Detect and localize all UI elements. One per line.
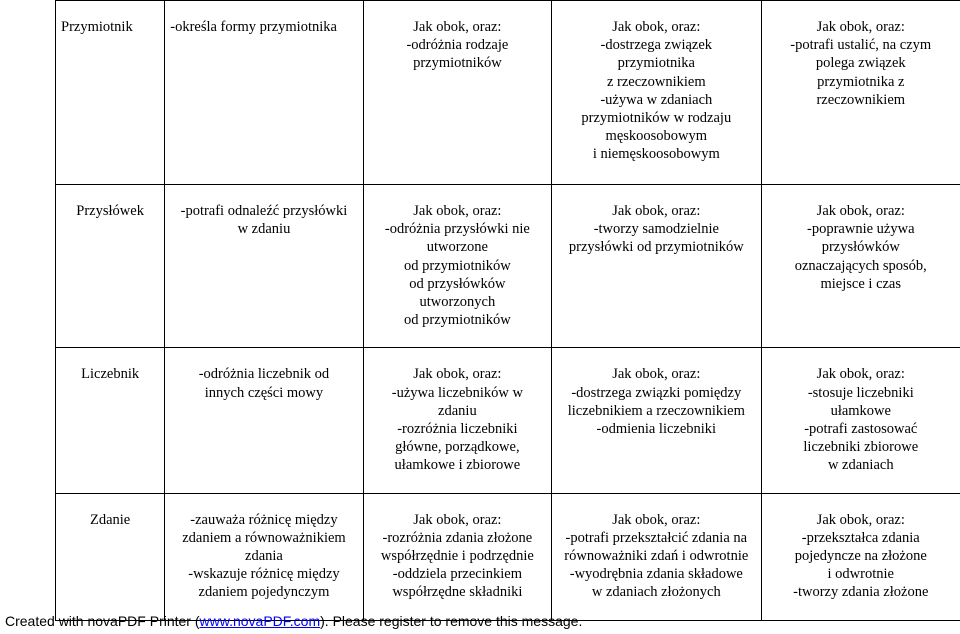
requirement-line: liczebniki zbiorowe	[803, 439, 919, 456]
requirement-line: -stosuje liczebniki	[807, 384, 914, 401]
requirement-line: -tworzy zdania złożone	[793, 584, 929, 601]
part-of-speech-label: Przysłówek	[76, 203, 144, 219]
requirement-line: przymiotnika z	[817, 73, 905, 90]
requirement-cell-5	[761, 1, 960, 185]
requirement-cell-3	[363, 348, 551, 493]
requirement-line: utworzone	[426, 239, 488, 256]
requirement-line: w zdaniach złożonych	[591, 584, 721, 601]
requirement-cell-2	[165, 493, 363, 620]
requirement-line: Jak obok, oraz:	[816, 366, 905, 383]
requirement-line: Jak obok, oraz:	[816, 19, 905, 35]
requirement-cell-4	[552, 493, 761, 620]
requirement-line: -odróżnia liczebnik od	[198, 366, 330, 383]
requirement-line: zdaniu	[438, 402, 477, 419]
requirement-line: współrzędnie i podrzędnie	[380, 548, 534, 565]
requirement-line: -potrafi odnaleźć przysłówki	[180, 203, 348, 219]
requirement-line: -poprawnie używa	[807, 221, 915, 238]
requirement-line: -rozróżnia liczebniki	[397, 421, 518, 438]
requirement-line: liczebnikiem a rzeczownikiem	[567, 402, 745, 419]
requirement-line: Jak obok, oraz:	[612, 366, 701, 383]
table-row	[56, 185, 960, 348]
requirement-line: przysłówków	[821, 239, 900, 256]
requirement-line: Jak obok, oraz:	[413, 203, 502, 219]
requirement-cell-3	[363, 185, 551, 348]
requirement-cell-4	[552, 185, 761, 348]
requirement-line: współrzędne składniki	[392, 584, 523, 601]
requirement-line: -przekształca zdania	[801, 529, 920, 546]
requirement-line: innych części mowy	[204, 384, 324, 401]
part-of-speech-label: Przymiotnik	[61, 19, 133, 35]
requirement-line: główne, porządkowe,	[395, 439, 520, 456]
part-of-speech-label: Liczebnik	[81, 366, 140, 383]
requirement-cell-5	[761, 493, 960, 620]
requirement-line: Jak obok, oraz:	[413, 511, 502, 528]
part-of-speech-label: Zdanie	[89, 511, 131, 528]
part-of-speech-cell	[56, 185, 165, 348]
requirement-line: od przymiotników	[404, 257, 511, 274]
footer-text-before: Created with novaPDF Printer (	[5, 613, 200, 629]
watermark-footer	[5, 613, 582, 629]
requirement-line: -tworzy samodzielnie	[593, 221, 719, 238]
requirement-line: -odmienia liczebniki	[596, 421, 717, 438]
requirement-line: -potrafi przekształcić zdania na	[565, 529, 748, 546]
requirement-line: w zdaniu	[237, 221, 291, 238]
requirement-line: ułamkowe	[830, 402, 891, 419]
requirement-cell-5	[761, 185, 960, 348]
requirement-line: -wyodrębnia zdania składowe	[569, 566, 743, 583]
requirement-line: -używa liczebników w	[391, 384, 523, 401]
part-of-speech-cell	[56, 1, 165, 185]
requirement-line: -używa w zdaniach	[600, 91, 713, 108]
requirement-line: utworzonych	[419, 294, 496, 311]
requirement-line: Jak obok, oraz:	[816, 511, 905, 528]
requirement-line: Jak obok, oraz:	[816, 203, 905, 219]
requirement-line: -potrafi zastosować	[804, 421, 918, 438]
requirement-line: Jak obok, oraz:	[612, 19, 701, 35]
table-row	[56, 1, 960, 185]
requirement-line: pojedyncze na złożone	[794, 548, 927, 565]
table-row	[56, 493, 960, 620]
requirement-line: -odróżnia rodzaje	[406, 37, 509, 54]
table-row	[56, 348, 960, 493]
footer-link[interactable]: www.novaPDF.com	[199, 613, 321, 629]
requirement-line: -określa formy przymiotnika	[170, 19, 337, 35]
requirement-line: przymiotnika	[617, 55, 695, 72]
requirement-line: -rozróżnia zdania złożone	[382, 529, 533, 546]
requirement-line: -wskazuje różnicę między	[188, 566, 340, 583]
requirement-line: przymiotników w rodzaju	[581, 110, 732, 127]
requirement-line: przysłówki od przymiotników	[568, 239, 744, 256]
requirements-table	[55, 0, 960, 621]
requirement-line: -oddziela przecinkiem	[392, 566, 522, 583]
requirement-cell-4	[552, 348, 761, 493]
requirement-cell-2	[165, 185, 363, 348]
requirement-line: i odwrotnie	[827, 566, 894, 583]
requirement-line: -potrafi ustalić, na czym	[790, 37, 932, 54]
requirement-line: -dostrzega związek	[600, 37, 713, 54]
requirement-line: przymiotników	[413, 55, 502, 72]
requirement-line: rzeczownikiem	[816, 91, 906, 108]
requirement-line: ułamkowe i zbiorowe	[394, 457, 521, 474]
requirement-line: miejsce i czas	[820, 275, 902, 292]
requirement-line: od przysłówków	[409, 275, 506, 292]
requirement-line: -odróżnia przysłówki nie	[384, 221, 530, 238]
requirement-line: oznaczających sposób,	[794, 257, 927, 274]
requirement-cell-2	[165, 1, 363, 185]
requirement-line: -dostrzega związki pomiędzy	[571, 384, 742, 401]
requirement-cell-5	[761, 348, 960, 493]
requirement-line: Jak obok, oraz:	[612, 203, 701, 219]
part-of-speech-cell	[56, 493, 165, 620]
requirement-line: zdaniem pojedynczym	[198, 584, 330, 601]
requirement-line: -zauważa różnicę między	[190, 511, 338, 528]
requirement-line: w zdaniach	[827, 457, 894, 474]
requirement-line: i niemęskoosobowym	[592, 146, 720, 163]
requirement-line: Jak obok, oraz:	[413, 19, 502, 35]
part-of-speech-cell	[56, 348, 165, 493]
requirement-line: z rzeczownikiem	[606, 73, 706, 90]
requirement-cell-3	[363, 493, 551, 620]
requirement-cell-2	[165, 348, 363, 493]
requirement-line: polega związek	[815, 55, 906, 72]
requirement-line: zdania	[245, 548, 283, 565]
requirement-line: Jak obok, oraz:	[413, 366, 502, 383]
requirement-cell-4	[552, 1, 761, 185]
requirement-line: Jak obok, oraz:	[612, 511, 701, 528]
requirement-line: męskoosobowym	[605, 128, 708, 145]
table-body	[56, 1, 960, 621]
footer-text-after: ). Please register to remove this message.	[320, 613, 583, 629]
requirement-cell-3	[363, 1, 551, 185]
requirement-line: równoważniki zdań i odwrotnie	[564, 548, 749, 565]
requirement-line: zdaniem a równoważnikiem	[182, 529, 346, 546]
requirement-line: od przymiotników	[404, 312, 511, 329]
